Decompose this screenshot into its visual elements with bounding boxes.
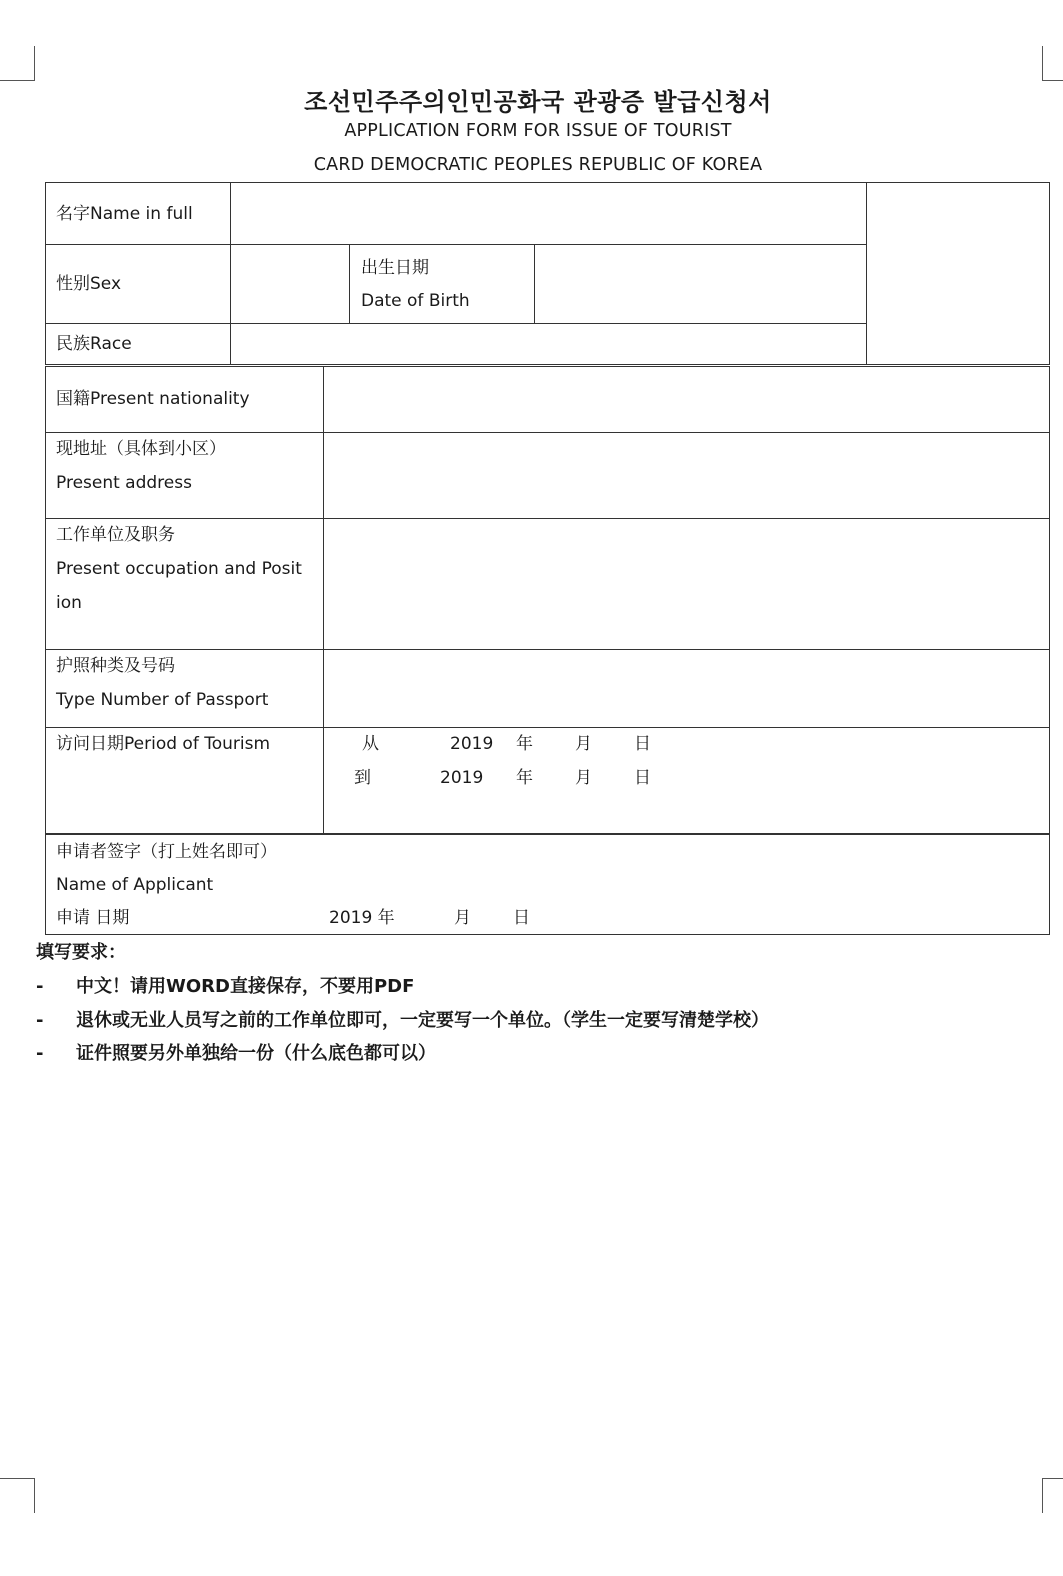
note-dash: - xyxy=(36,1010,44,1031)
race-field[interactable] xyxy=(232,325,864,363)
row-divider xyxy=(45,323,867,324)
note-item xyxy=(36,1039,436,1065)
address-label-en: Present address xyxy=(56,473,192,493)
occupation-field[interactable] xyxy=(325,520,1048,647)
dob-label-left-divider xyxy=(349,244,350,323)
photo-box[interactable] xyxy=(866,182,1050,365)
period-from-month-unit: 月 xyxy=(575,734,592,754)
period-from-prefix: 从 xyxy=(362,734,379,754)
note-dash: - xyxy=(36,1043,44,1064)
notes-title: 填写要求： xyxy=(36,942,126,963)
period-to-year[interactable]: 2019 xyxy=(440,768,484,788)
title-korean: 조선민주주의인민공화국 관광증 발급신청서 xyxy=(304,88,772,116)
note-dash: - xyxy=(36,976,44,997)
apply-date-day: 日 xyxy=(513,908,530,928)
apply-date-label: 申请 日期 xyxy=(56,908,130,928)
sex-field[interactable] xyxy=(232,246,347,321)
address-label-cn: 现地址（具体到小区） xyxy=(56,439,226,459)
dob-label-cn: 出生日期 xyxy=(361,258,429,278)
details-label-divider xyxy=(323,366,324,834)
occupation-label-en-1: Present occupation and Posit xyxy=(56,559,302,579)
row-divider xyxy=(45,244,867,245)
crop-mark-bottom-left xyxy=(0,1478,35,1513)
period-label: 访问日期Period of Tourism xyxy=(56,734,271,754)
apply-date-year[interactable]: 2019 年 xyxy=(329,908,395,928)
passport-label-en: Type Number of Passport xyxy=(56,690,269,710)
period-to-day-unit: 日 xyxy=(634,768,651,788)
crop-mark-top-left xyxy=(0,46,35,81)
passport-label-cn: 护照种类及号码 xyxy=(56,656,175,676)
note-item xyxy=(36,972,414,998)
crop-mark-bottom-right xyxy=(1042,1478,1063,1513)
period-to-prefix: 到 xyxy=(354,768,371,788)
nationality-field[interactable] xyxy=(325,368,1048,430)
row-divider xyxy=(45,518,1050,519)
dob-field[interactable] xyxy=(536,246,864,321)
title-english-line-1: APPLICATION FORM FOR ISSUE OF TOURIST xyxy=(344,121,732,141)
address-field[interactable] xyxy=(325,434,1048,516)
period-from-day-unit: 日 xyxy=(634,734,651,754)
dob-label-right-divider xyxy=(534,244,535,323)
period-to-year-unit: 年 xyxy=(516,768,533,788)
period-from-year-unit: 年 xyxy=(516,734,533,754)
row-divider xyxy=(45,649,1050,650)
occupation-label-en-2: ion xyxy=(56,593,82,613)
name-label: 名字Name in full xyxy=(56,204,193,224)
passport-field[interactable] xyxy=(325,651,1048,725)
signature-label-cn: 申请者签字（打上姓名即可） xyxy=(56,842,277,862)
nationality-label: 国籍Present nationality xyxy=(56,389,250,409)
dob-label-en: Date of Birth xyxy=(361,291,470,311)
name-field[interactable] xyxy=(232,184,864,242)
period-to-month-unit: 月 xyxy=(575,768,592,788)
period-from-year[interactable]: 2019 xyxy=(450,734,494,754)
note-item xyxy=(36,1006,769,1032)
occupation-label-cn: 工作单位及职务 xyxy=(56,525,175,545)
sex-label: 性别Sex xyxy=(56,274,122,294)
signature-label-en: Name of Applicant xyxy=(56,875,214,895)
note-text: 退休或无业人员写之前的工作单位即可，一定要写一个单位。（学生一定要写清楚学校） xyxy=(76,1010,769,1031)
race-label: 民族Race xyxy=(56,334,132,354)
note-text: 中文！请用WORD直接保存，不要用PDF xyxy=(76,976,415,997)
note-text: 证件照要另外单独给一份（什么底色都可以） xyxy=(76,1043,436,1064)
label-column-divider xyxy=(230,182,231,365)
title-english-line-2: CARD DEMOCRATIC PEOPLES REPUBLIC OF KOREA xyxy=(313,155,763,175)
crop-mark-top-right xyxy=(1042,46,1063,81)
apply-date-month: 月 xyxy=(454,908,471,928)
